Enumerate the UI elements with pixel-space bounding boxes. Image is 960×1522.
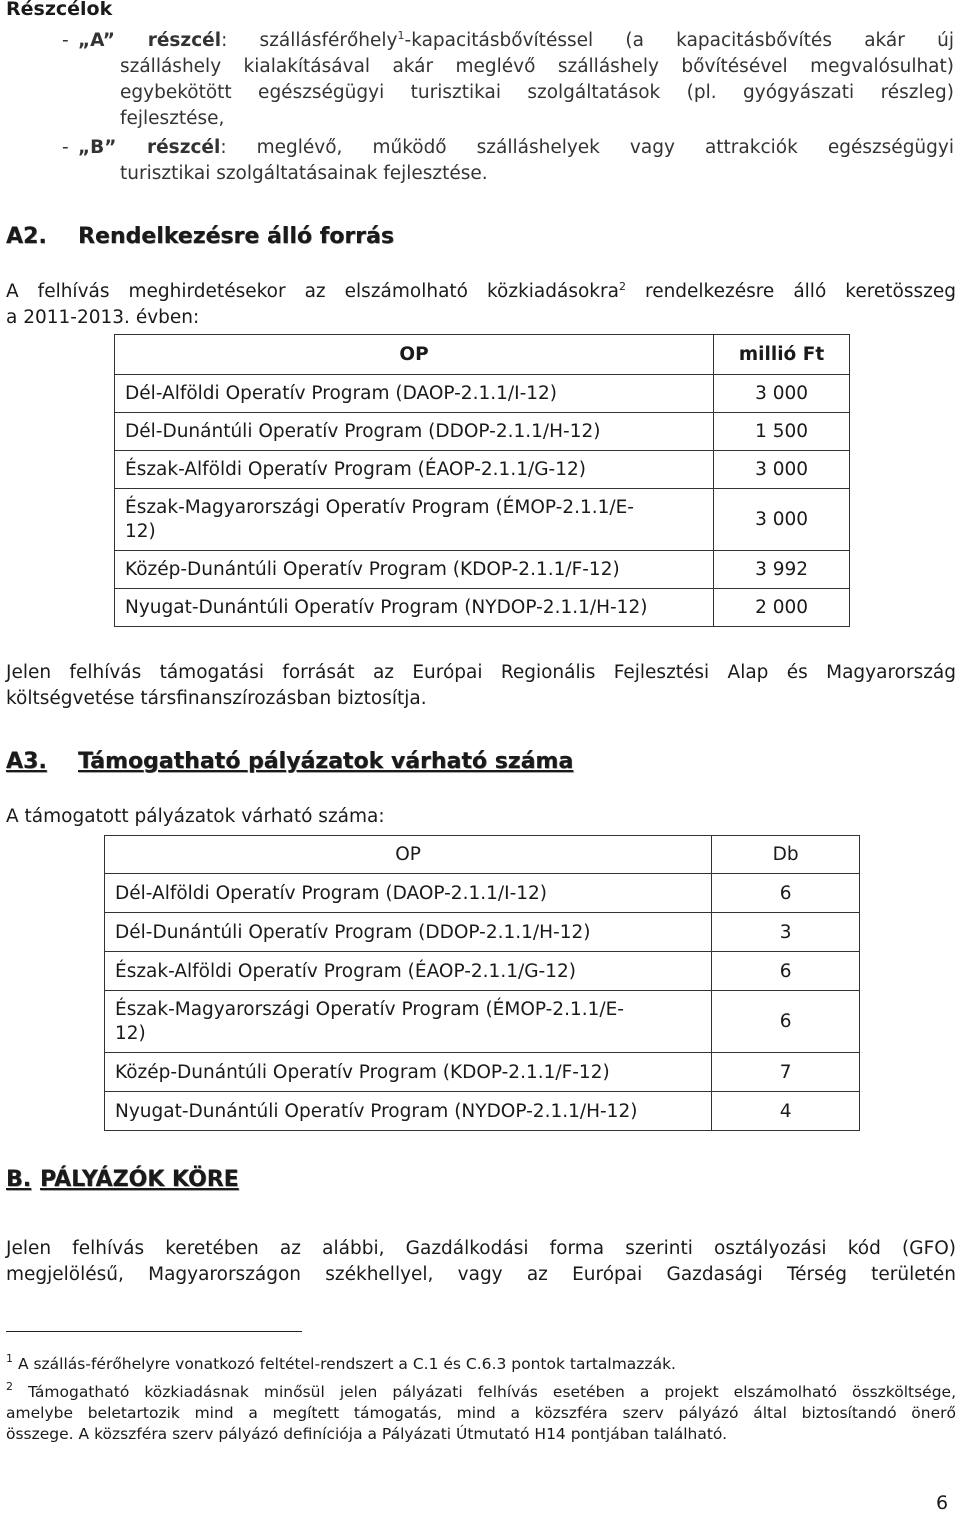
value-cell: 6 <box>712 991 860 1053</box>
bullet-b-line1 <box>78 135 954 161</box>
table-header-row <box>115 335 850 375</box>
table-row <box>105 874 860 913</box>
section-b-heading <box>6 1167 239 1192</box>
op-cell-line2: 12) <box>115 1022 146 1044</box>
a2-closing-line1: Jelen felhívás támogatási forrását az Európai Regionális Fejlesztési Alap és Magyarország <box>6 662 956 683</box>
applications-table <box>104 835 860 1131</box>
header-million-ft: millió Ft <box>714 335 850 375</box>
table-row <box>115 451 850 489</box>
bullet-dash: - <box>62 30 69 51</box>
op-cell <box>115 489 714 551</box>
bullet-b-line2: turisztikai szolgáltatásainak fejlesztése. <box>120 163 488 184</box>
bullet-a-line4: fejlesztése, <box>120 108 225 129</box>
page-heading: Részcélok <box>6 0 113 20</box>
footnote-ref-2: 2 <box>618 280 626 293</box>
section-number: A3. <box>6 749 47 774</box>
bullet-a-text-rest: -kapacitásbővítéssel (a kapacitásbővítés akár új <box>404 30 954 51</box>
table-row <box>105 1092 860 1131</box>
table-row <box>105 1053 860 1092</box>
footnote-number: 2 <box>6 1380 13 1393</box>
value-cell: 6 <box>712 874 860 913</box>
a2-intro-line1 <box>6 279 956 305</box>
bullet-a-line1 <box>78 28 954 54</box>
op-cell: Dél-Alföldi Operatív Program (DAOP-2.1.1/I-12) <box>105 874 712 913</box>
a3-intro: A támogatott pályázatok várható száma: <box>6 806 385 827</box>
section-a2-heading <box>6 224 394 249</box>
op-cell: Észak-Alföldi Operatív Program (ÉAOP-2.1.1/G-12) <box>105 952 712 991</box>
footnote-1 <box>6 1354 676 1375</box>
a2-closing-line2: költségvetése társfinanszírozásban biztosítja. <box>6 688 427 709</box>
funding-table <box>114 334 850 627</box>
header-op: OP <box>115 335 714 375</box>
op-cell: Nyugat-Dunántúli Operatív Program (NYDOP-2.1.1/H-12) <box>105 1092 712 1131</box>
a2-intro-text: A felhívás meghirdetésekor az elszámolható közkiadásokra <box>6 281 619 302</box>
bullet-a-label: „A” részcél <box>78 30 222 51</box>
bullet-a-line3: egybekötött egészségügyi turisztikai szolgáltatások (pl. gyógyászati részleg) <box>120 82 954 103</box>
footnote-text: Támogatható közkiadásnak minősül jelen pályázati felhívás esetében a projekt elszámolható összköltsége, <box>28 1383 956 1401</box>
table-row <box>115 489 850 551</box>
a2-intro-line2: a 2011-2013. évben: <box>6 307 200 328</box>
op-cell-line1: Észak-Magyarországi Operatív Program (ÉMOP-2.1.1/E- <box>115 998 624 1020</box>
a2-intro-text-rest: rendelkezésre álló keretösszeg <box>625 281 956 302</box>
table-row <box>115 375 850 413</box>
section-title: Rendelkezésre álló forrás <box>78 224 394 249</box>
value-cell: 3 000 <box>714 489 850 551</box>
table-header-row <box>105 836 860 874</box>
b-line2: megjelölésű, Magyarországon székhellyel, vagy az Európai Gazdasági Térség területén <box>6 1264 956 1285</box>
op-cell: Közép-Dunántúli Operatív Program (KDOP-2.1.1/F-12) <box>105 1053 712 1092</box>
op-cell <box>105 991 712 1053</box>
value-cell: 7 <box>712 1053 860 1092</box>
footnote-text: A szállás-férőhelyre vonatkozó feltétel-rendszert a C.1 és C.6.3 pontok tartalmazzák. <box>17 1355 676 1373</box>
bullet-b-label: „B” részcél <box>78 137 221 158</box>
op-cell: Dél-Alföldi Operatív Program (DAOP-2.1.1/I-12) <box>115 375 714 413</box>
section-number: A2. <box>6 224 47 249</box>
bullet-b-text: : meglévő, működő szálláshelyek vagy attrakciók egészségügyi <box>220 137 954 158</box>
footnote-number: 1 <box>6 1352 13 1365</box>
footnote-2-line3: összege. A közszféra szerv pályázó definíciója a Pályázati Útmutató H14 pontjában található. <box>6 1425 728 1443</box>
value-cell: 3 <box>712 913 860 952</box>
table-row <box>105 952 860 991</box>
op-cell-line2: 12) <box>125 520 156 542</box>
section-title: PÁLYÁZÓK KÖRE <box>40 1167 239 1192</box>
table-row <box>115 551 850 589</box>
op-cell: Nyugat-Dunántúli Operatív Program (NYDOP-2.1.1/H-12) <box>115 589 714 627</box>
value-cell: 3 992 <box>714 551 850 589</box>
footnote-ref-1: 1 <box>397 29 405 42</box>
header-op: OP <box>105 836 712 874</box>
section-a3-heading <box>6 749 573 774</box>
value-cell: 6 <box>712 952 860 991</box>
value-cell: 1 500 <box>714 413 850 451</box>
bullet-dash: - <box>62 137 69 158</box>
b-line1: Jelen felhívás keretében az alábbi, Gazdálkodási forma szerinti osztályozási kód (GFO) <box>6 1238 956 1259</box>
bullet-a-text: : szállásférőhely <box>221 30 398 51</box>
table-row <box>115 413 850 451</box>
value-cell: 4 <box>712 1092 860 1131</box>
page-number: 6 <box>936 1492 949 1514</box>
value-cell: 3 000 <box>714 375 850 413</box>
header-db: Db <box>712 836 860 874</box>
value-cell: 3 000 <box>714 451 850 489</box>
section-title: Támogatható pályázatok várható száma <box>78 749 574 774</box>
op-cell: Dél-Dunántúli Operatív Program (DDOP-2.1.1/H-12) <box>105 913 712 952</box>
bullet-a-line2: szálláshely kialakításával akár meglévő szálláshely bővítésével megvalósulhat) <box>120 56 954 77</box>
op-cell: Dél-Dunántúli Operatív Program (DDOP-2.1.1/H-12) <box>115 413 714 451</box>
footnote-2-line2: amelybe beletartozik mind a megített támogatás, mind a közszféra szerv pályázó által biztosítandó önerő <box>6 1404 956 1422</box>
table-row <box>115 589 850 627</box>
section-number: B. <box>6 1167 32 1192</box>
op-cell-line1: Észak-Magyarországi Operatív Program (ÉMOP-2.1.1/E- <box>125 496 634 518</box>
value-cell: 2 000 <box>714 589 850 627</box>
table-row <box>105 991 860 1053</box>
table-row <box>105 913 860 952</box>
footnote-separator <box>6 1331 302 1332</box>
op-cell: Észak-Alföldi Operatív Program (ÉAOP-2.1.1/G-12) <box>115 451 714 489</box>
footnote-2-line1 <box>6 1382 956 1403</box>
op-cell: Közép-Dunántúli Operatív Program (KDOP-2.1.1/F-12) <box>115 551 714 589</box>
